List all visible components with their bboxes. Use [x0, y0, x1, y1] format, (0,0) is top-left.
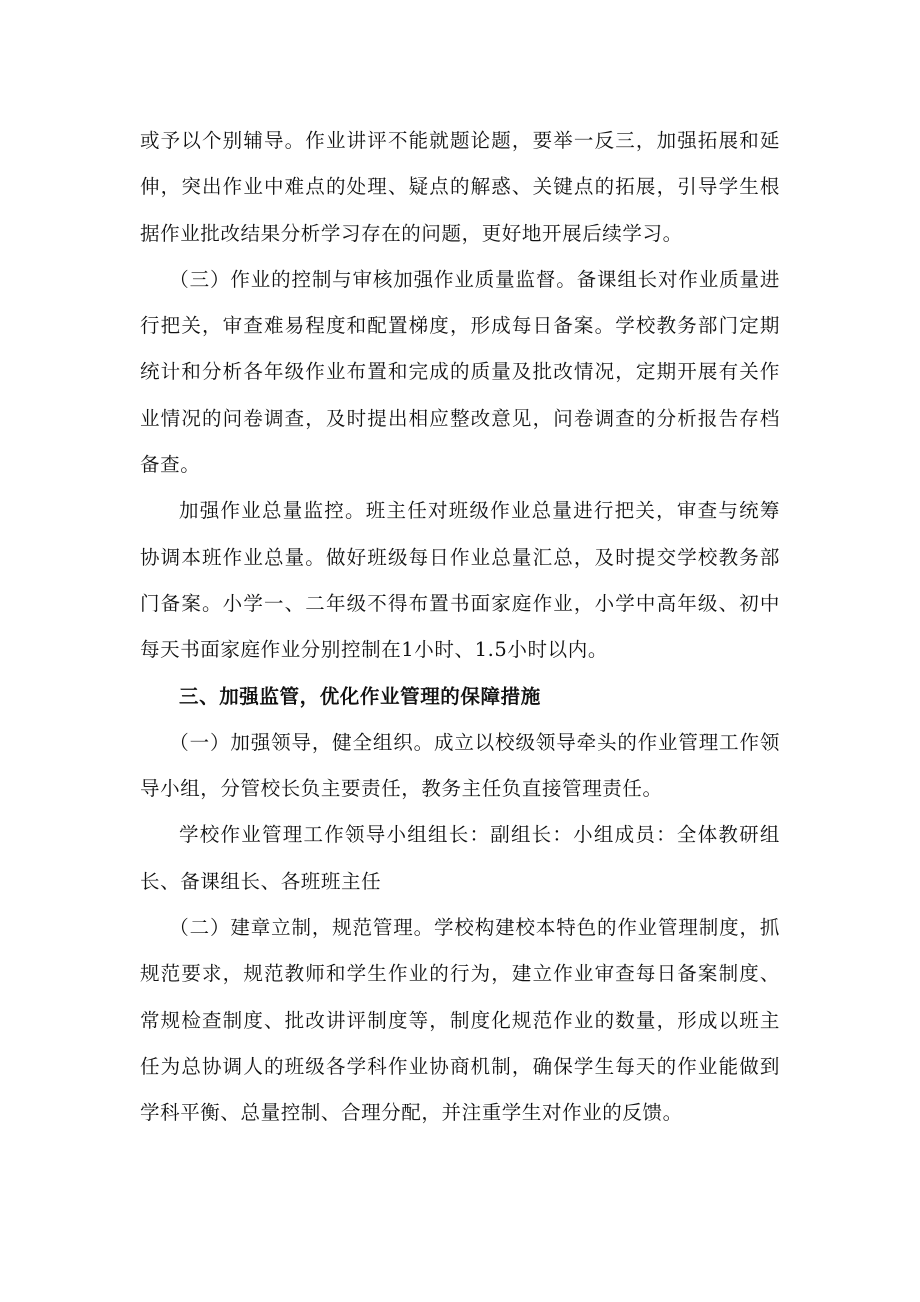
paragraph-regulations: （二）建章立制，规范管理。学校构建校本特色的作业管理制度，抓规范要求，规范教师和学生作业的行为，建立作业审查每日备案制度、常规检查制度、批改讲评制度等，制度化规范作业的数量，形成以班主任为总协调人的班级各学科作业协商机制，确保学生每天的作业能做到学科平衡、总量控制、合理分配，并注重学生对作业的反馈。 — [140, 916, 780, 1125]
paragraph-leadership: （一）加强领导，健全组织。成立以校级领导牵头的作业管理工作领导小组，分管校长负主要责任，教务主任负直接管理责任。 — [140, 730, 780, 801]
document-body — [140, 118, 780, 1137]
paragraph-homework-volume: 加强作业总量监控。班主任对班级作业总量进行把关，审查与统筹协调本班作业总量。做好班级每日作业总量汇总，及时提交学校教务部门备案。小学一、二年级不得布置书面家庭作业，小学中高年级、初中每天书面家庭作业分别控制在1小时、1.5小时以内。 — [140, 499, 780, 662]
paragraph-leadership-group: 学校作业管理工作领导小组组长：副组长：小组成员：全体教研组长、备课组长、各班班主任 — [140, 823, 780, 893]
section-heading: 三、加强监管，优化作业管理的保障措施 — [179, 684, 541, 708]
paragraph-homework-review: （三）作业的控制与审核加强作业质量监督。备课组长对作业质量进行把关，审查难易程度和配置梯度，形成每日备案。学校教务部门定期统计和分析各年级作业布置和完成的质量及批改情况，定期开展有关作业情况的问卷调查，及时提出相应整改意见，问卷调查的分析报告存档备查。 — [140, 267, 780, 477]
paragraph-continuation: 或予以个别辅导。作业讲评不能就题论题，要举一反三，加强拓展和延伸，突出作业中难点的处理、疑点的解惑、关键点的拓展，引导学生根据作业批改结果分析学习存在的问题，更好地开展后续学习。 — [140, 129, 780, 245]
